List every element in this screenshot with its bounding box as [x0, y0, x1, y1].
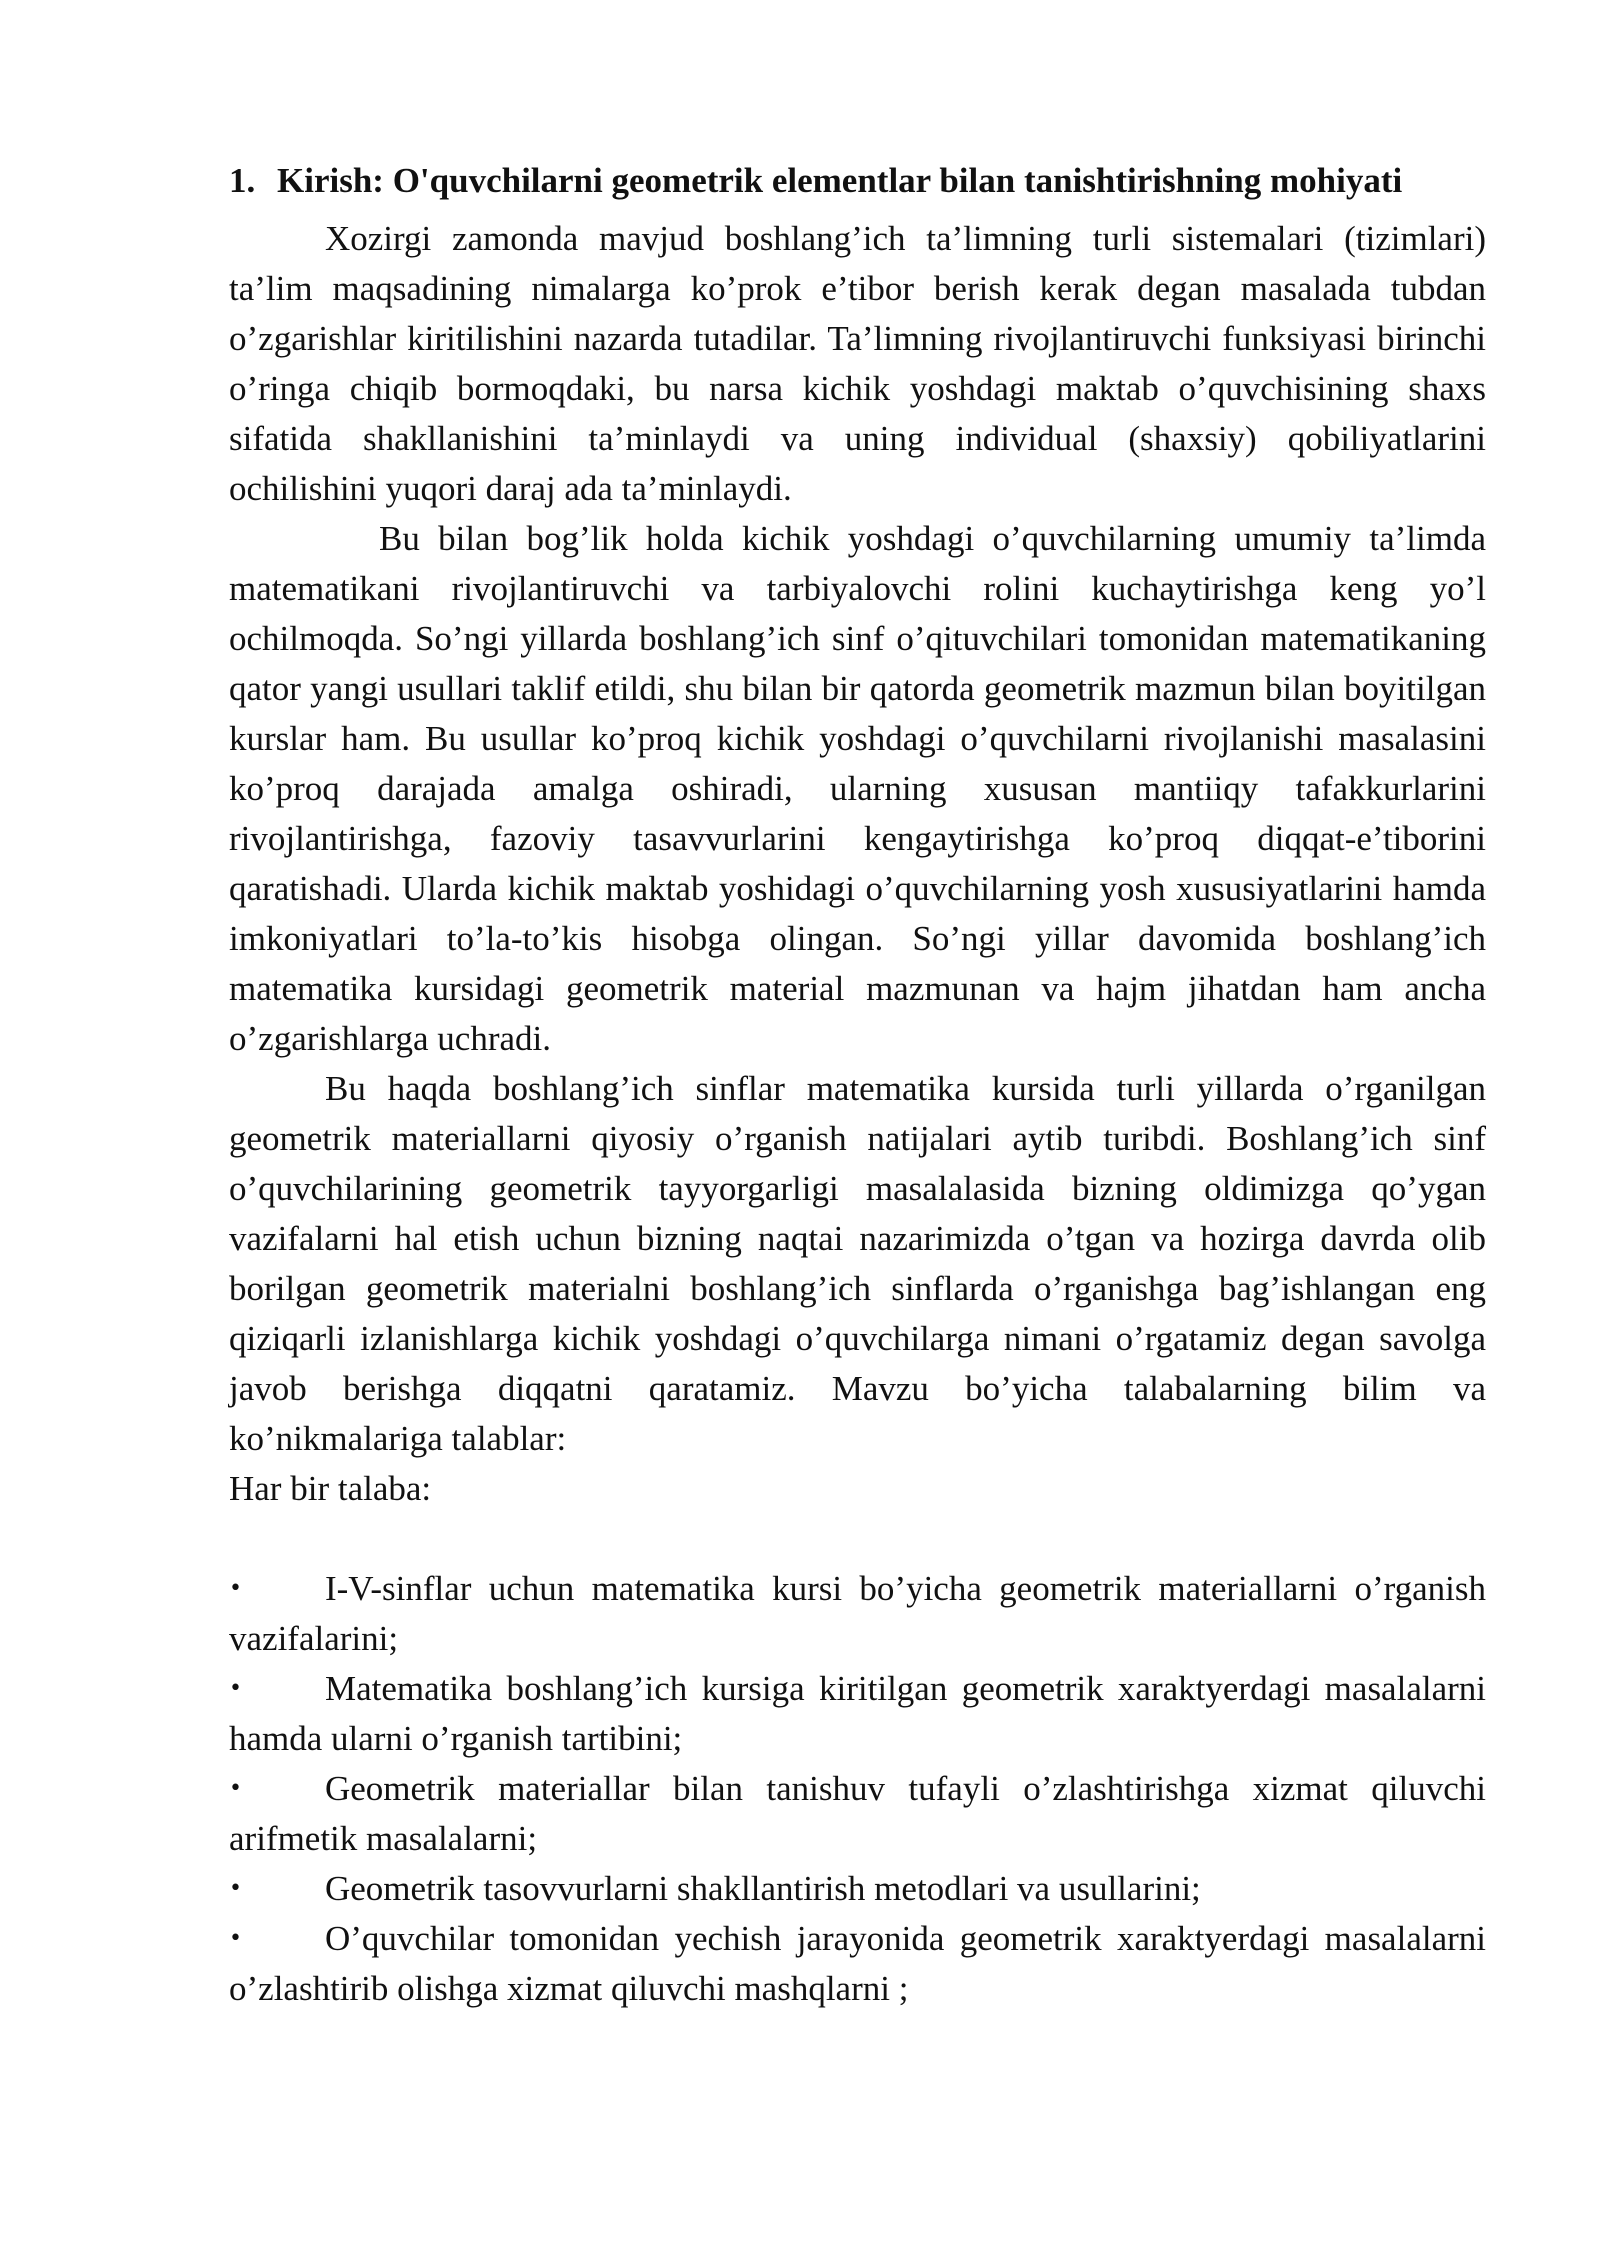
- bullet-icon: •: [229, 1776, 242, 1801]
- paragraph-1: Xozirgi zamonda mavjud boshlang’ich ta’limning turli sistemalari (tizimlari) ta’lim maqsadining nimalarga ko’prok e’tibor berish kerak degan masalada tubdan o’zgarishlar kiritilishini nazarda tutadilar. Ta’limning rivojlantiruvchi funksiyasi birinchi o’ringa chiqib bormoqdaki, bu narsa kichik yoshdagi maktab o’quvchisining shaxs sifatida shakllanishini ta’minlaydi va uning individual (shaxsiy) qobiliyatlarini ochilishini yuqori daraj ada ta’minlaydi.: [229, 219, 1486, 508]
- document-page: [229, 148, 1486, 2014]
- paragraph-tail-line: Har bir talaba:: [229, 1469, 432, 1508]
- bullet-icon: •: [229, 1676, 242, 1701]
- list-item-text: Matematika boshlang’ich kursiga kiritilgan geometrik xaraktyerdagi masalalarni hamda ularni o’rganish tartibini;: [229, 1669, 1486, 1758]
- list-item-text: I-V-sinflar uchun matematika kursi bo’yicha geometrik materiallarni o’rganish vazifalarini;: [229, 1569, 1486, 1658]
- spacer: [229, 1514, 1486, 1564]
- list-item: [229, 1764, 1486, 1864]
- bullet-icon: •: [229, 1926, 242, 1951]
- list-item: [229, 1664, 1486, 1764]
- section-title: Kirish: O'quvchilarni geometrik elementlar bilan tanishtirishning mohiyati: [277, 161, 1403, 200]
- list-item-text: Geometrik tasovvurlarni shakllantirish metodlari va usullarini;: [325, 1869, 1201, 1908]
- list-item-text: O’quvchilar tomonidan yechish jarayonida geometrik xaraktyerdagi masalalarni o’zlashtirib olishga xizmat qiluvchi mashqlarni ;: [229, 1919, 1486, 2008]
- paragraph-2: Bu bilan bog’lik holda kichik yoshdagi o’quvchilarning umumiy ta’limda matematikani rivojlantiruvchi va tarbiyalovchi rolini kuchaytirishga keng yo’l ochilmoqda. So’ngi yillarda boshlang’ich sinf o’qituvchilari tomonidan matematikaning qator yangi usullari taklif etildi, shu bilan bir qatorda geometrik mazmun bilan boyitilgan kurslar ham. Bu usullar ko’proq kichik yoshdagi o’quvchilarni rivojlanishi masalasini ko’proq darajada amalga oshiradi, ularning xususan mantiiqy tafakkurlarini rivojlantirishga, fazoviy tasavvurlarini kengaytirishga ko’proq diqqat-e’tiborini qaratishadi. Ularda kichik maktab yoshidagi o’quvchilarning yosh xususiyatlarini hamda imkoniyatlari to’la-to’kis hisobga olingan. So’ngi yillar davomida boshlang’ich matematika kursidagi geometrik material mazmunan va hajm jihatdan ham ancha o’zgarishlarga uchradi.: [229, 519, 1486, 1058]
- section-number: 1.: [229, 161, 256, 200]
- bullet-icon: •: [229, 1876, 242, 1901]
- paragraph-3: Bu haqda boshlang’ich sinflar matematika kursida turli yillarda o’rganilgan geometrik materiallarni qiyosiy o’rganish natijalari aytib turibdi. Boshlang’ich sinf o’quvchilarining geometrik tayyorgarligi masalalasida bizning oldimizga qo’ygan vazifalarni hal etish uchun bizning naqtai nazarimizda o’tgan va hozirga davrda olib borilgan geometrik materialni boshlang’ich sinflarda o’rganishga bag’ishlangan eng qiziqarli izlanishlarga kichik yoshdagi o’quvchilarga nimani o’rgatamiz degan savolga javob berishga diqqatni qaratamiz. Mavzu bo’yicha talabalarning bilim va ko’nikmalariga talablar:: [229, 1069, 1486, 1458]
- section-heading: [229, 148, 1486, 214]
- list-item: [229, 1564, 1486, 1664]
- bullet-icon: •: [229, 1576, 242, 1601]
- list-item-text: Geometrik materiallar bilan tanishuv tufayli o’zlashtirishga xizmat qiluvchi arifmetik masalalarni;: [229, 1769, 1486, 1858]
- list-item: [229, 1864, 1486, 1914]
- requirements-list: [229, 1564, 1486, 2014]
- list-item: [229, 1914, 1486, 2014]
